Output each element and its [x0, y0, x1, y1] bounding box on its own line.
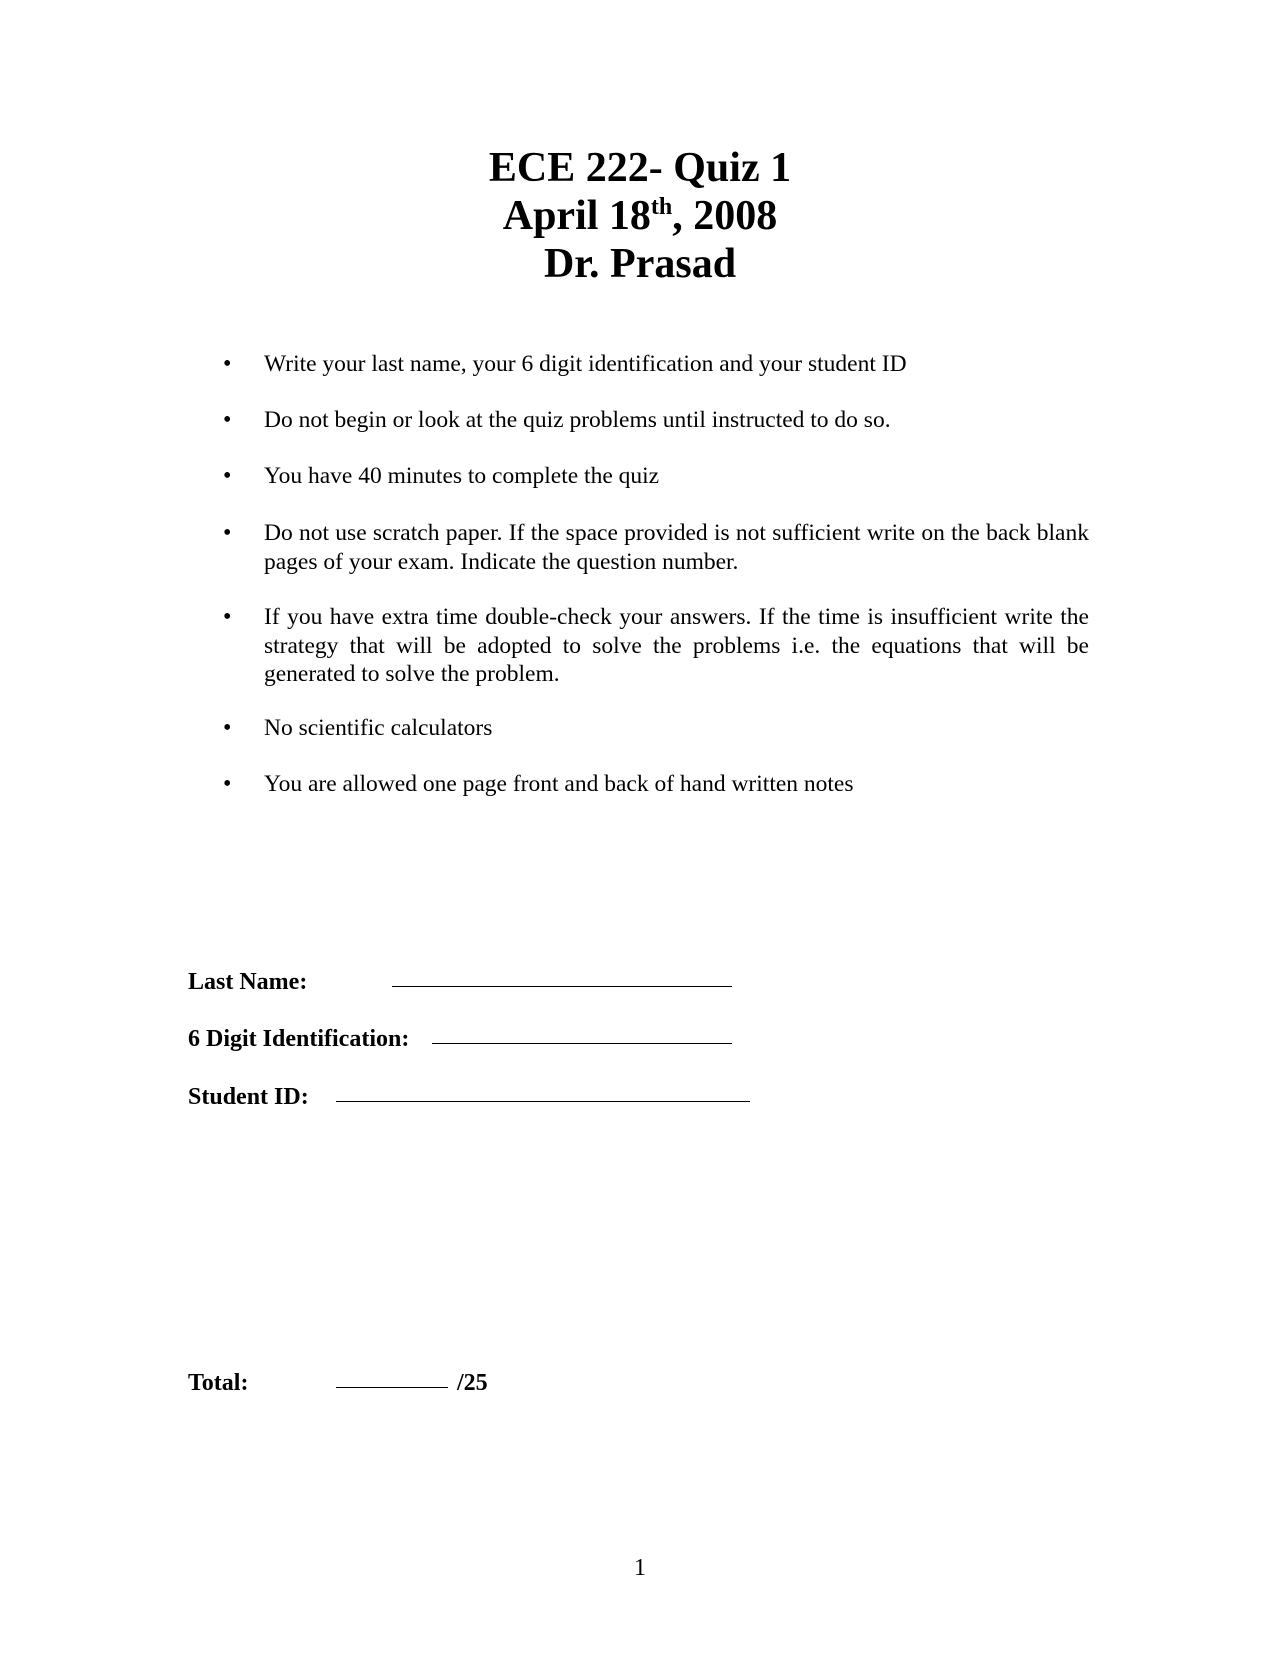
bullet-icon: •: [223, 407, 232, 433]
bullet-icon: •: [223, 351, 232, 377]
total-score-blank[interactable]: [336, 1387, 448, 1388]
last-name-blank[interactable]: [392, 986, 732, 987]
instruction-text: No scientific calculators: [264, 715, 493, 741]
instruction-text: Do not begin or look at the quiz problems until instructed to do so.: [264, 407, 891, 433]
course-title: ECE 222- Quiz 1: [488, 145, 792, 191]
identification-blank[interactable]: [432, 1043, 732, 1044]
instruction-text: You are allowed one page front and back of hand written notes: [264, 771, 854, 797]
bullet-icon: •: [223, 771, 232, 797]
instruction-text: If you have extra time double-check your answers. If the time is insufficient write the strategy that will be adopted to solve the problems i.e. the equations that will be generated to solve the problem.: [264, 604, 1089, 687]
bullet-icon: •: [223, 463, 232, 489]
page-number: 1: [634, 1555, 646, 1581]
bullet-icon: •: [223, 520, 232, 546]
instructor-name: Dr. Prasad: [543, 241, 737, 287]
date-superscript: th: [650, 194, 673, 220]
bullet-icon: •: [223, 715, 232, 741]
last-name-label: Last Name:: [188, 969, 308, 995]
student-id-blank[interactable]: [336, 1101, 750, 1102]
instruction-text: You have 40 minutes to complete the quiz: [264, 463, 660, 489]
total-max-score: /25: [457, 1370, 488, 1396]
date-suffix: , 2008: [672, 193, 778, 239]
bullet-icon: •: [223, 604, 232, 630]
date-prefix: April 18: [502, 193, 651, 239]
quiz-date: [0, 192, 1280, 240]
student-id-label: Student ID:: [188, 1084, 309, 1110]
quiz-header: [0, 144, 1280, 288]
instruction-text: Do not use scratch paper. If the space provided is not sufficient write on the back blank pages of your exam. Indicate the question number.: [264, 520, 1089, 575]
instruction-text: Write your last name, your 6 digit identification and your student ID: [264, 351, 907, 377]
identification-label: 6 Digit Identification:: [188, 1026, 410, 1052]
total-label: Total:: [188, 1370, 249, 1396]
